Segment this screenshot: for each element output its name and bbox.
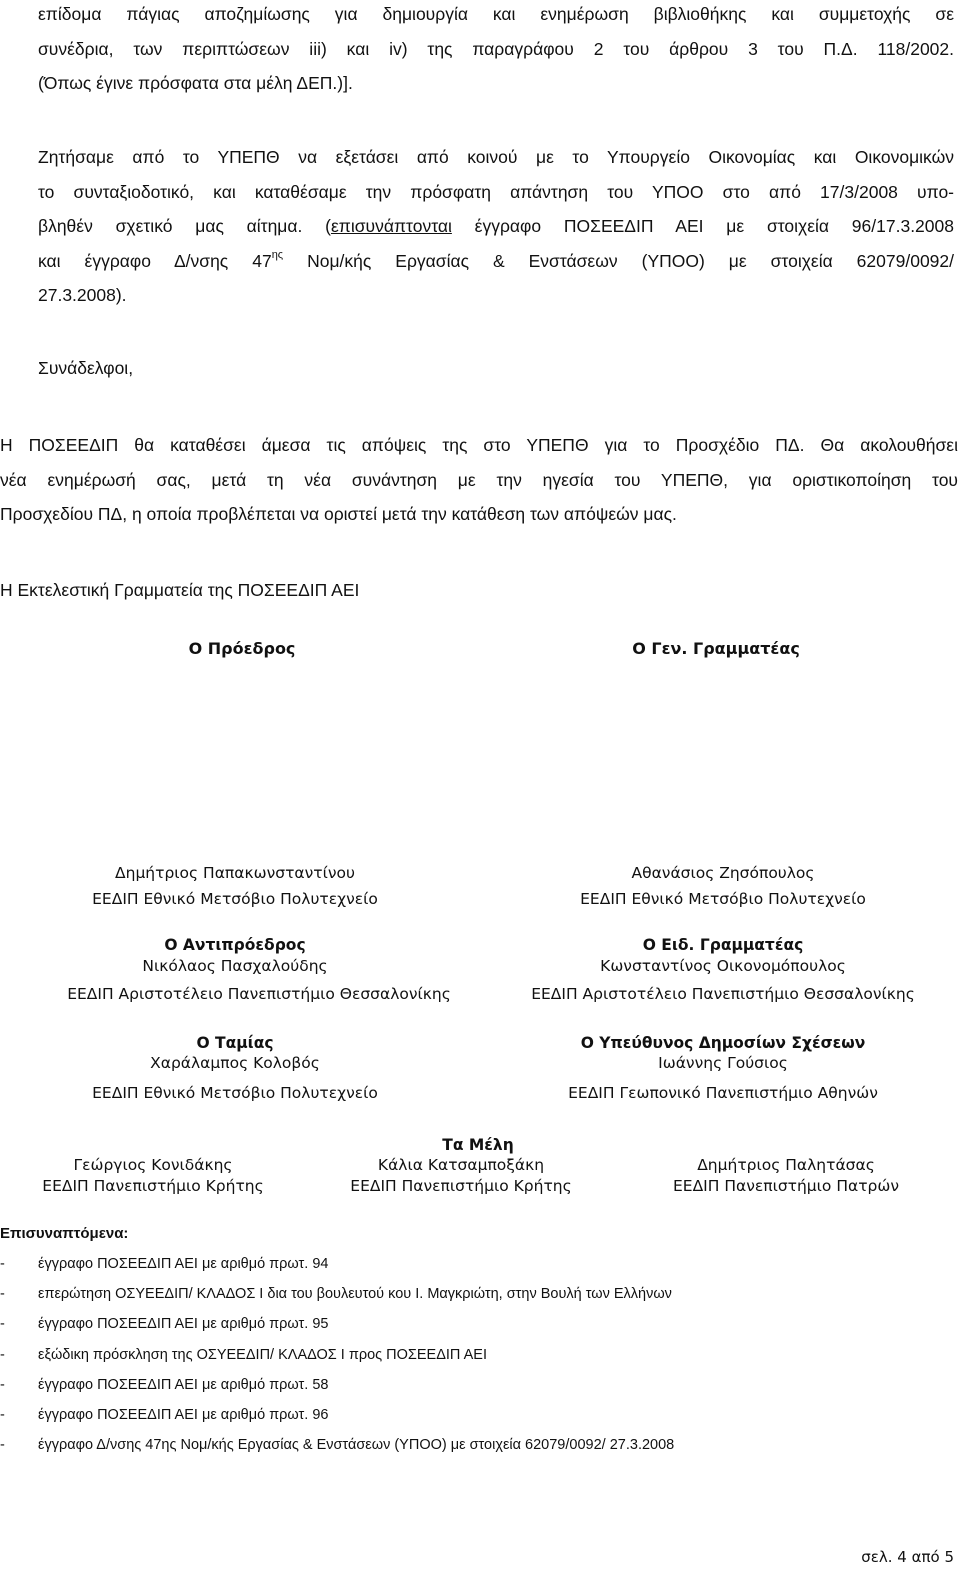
gen-secretary-name: Αθανάσιος Ζησόπουλος <box>631 864 815 882</box>
member-name: Γεώργιος Κονιδάκης <box>73 1156 233 1174</box>
page-number: σελ. 4 από 5 <box>861 1548 954 1566</box>
gen-secretary-org: ΕΕΔΙΠ Εθνικό Μετσόβιο Πολυτεχνείο <box>580 890 866 908</box>
bullet-dash: - <box>0 1377 5 1393</box>
attachments-heading: Επισυναπτόμενα: <box>0 1225 129 1242</box>
treasurer-org: ΕΕΔΙΠ Εθνικό Μετσόβιο Πολυτεχνείο <box>92 1084 378 1102</box>
gen-secretary-role: Ο Γεν. Γραμματέας <box>632 639 800 658</box>
request-text: και έγγραφο Δ/νσης 47 <box>38 250 272 271</box>
closing-line: Προσχεδίου ΠΔ, η οποία προβλέπεται να οριστεί μετά την κατάθεση των απόψεών μας. <box>0 504 677 524</box>
president-role: Ο Πρόεδρος <box>188 639 296 658</box>
attachment-item <box>0 1347 487 1363</box>
special-secretary-org: ΕΕΔΙΠ Αριστοτέλειο Πανεπιστήμιο Θεσσαλονίκης <box>531 985 915 1003</box>
attachment-text: έγγραφο Δ/νσης 47ης Νομ/κής Εργασίας & Ενστάσεων (ΥΠΟΟ) με στοιχεία 62079/0092/ 27.3.2008 <box>38 1437 675 1453</box>
bullet-dash: - <box>0 1316 5 1332</box>
attachment-item <box>0 1316 328 1332</box>
attachment-item <box>0 1377 328 1393</box>
president-name: Δημήτριος Παπακωνσταντίνου <box>115 864 355 882</box>
request-line: 27.3.2008). <box>38 285 127 305</box>
bullet-dash: - <box>0 1286 5 1302</box>
closing-line: Η ΠΟΣΕΕΔΙΠ θα καταθέσει άμεσα τις απόψεις της στο ΥΠΕΠΘ για το Προσχέδιο ΠΔ. Θα ακολουθήσει <box>0 435 958 455</box>
signoff: Η Εκτελεστική Γραμματεία της ΠΟΣΕΕΔΙΠ ΑΕΙ <box>0 580 360 600</box>
attachment-item <box>0 1286 672 1302</box>
member-name: Κάλια Κατσαμποξάκη <box>377 1156 545 1174</box>
attachment-text: έγγραφο ΠΟΣΕΕΔΙΠ ΑΕΙ με αριθμό πρωτ. 94 <box>38 1256 329 1272</box>
intro-line: επίδομα πάγιας αποζημίωσης για δημιουργία και ενημέρωση βιβλιοθήκης και συμμετοχής σε <box>38 4 954 24</box>
greeting: Συνάδελφοι, <box>38 358 134 378</box>
member-org: ΕΕΔΙΠ Πανεπιστήμιο Κρήτης <box>350 1177 572 1195</box>
intro-paragraph <box>38 0 954 101</box>
request-line <box>38 244 954 279</box>
attachment-item <box>0 1437 674 1453</box>
attachment-text: επερώτηση ΟΣΥΕΕΔΙΠ/ ΚΛΑΔΟΣ Ι δια του βουλευτού κου Ι. Μαγκριώτη, στην Βουλή των Ελλήνων <box>38 1286 672 1302</box>
vice-president-name: Νικόλαος Πασχαλούδης <box>142 957 328 975</box>
bullet-dash: - <box>0 1407 5 1423</box>
treasurer-role: Ο Ταμίας <box>196 1034 274 1052</box>
vice-president-role: Ο Αντιπρόεδρος <box>164 936 306 954</box>
request-line <box>38 209 954 244</box>
request-text: Νομ/κής Εργασίας & Ενστάσεων (ΥΠΟΟ) με στοιχεία 62079/0092/ <box>283 250 955 271</box>
attachment-item <box>0 1256 328 1272</box>
president-org: ΕΕΔΙΠ Εθνικό Μετσόβιο Πολυτεχνείο <box>92 890 378 908</box>
request-line: Ζητήσαμε από το ΥΠΕΠΘ να εξετάσει από κοινού με το Υπουργείο Οικονομίας και Οικονομικών <box>38 147 954 167</box>
special-secretary-role: Ο Ειδ. Γραμματέας <box>642 936 804 954</box>
request-paragraph <box>38 140 954 313</box>
intro-line: (Όπως έγινε πρόσφατα στα μέλη ΔΕΠ.)]. <box>38 73 353 93</box>
attached-underlined-word: επισυνάπτονται <box>330 216 452 236</box>
request-text: βληθέν σχετικό μας αίτημα. ( <box>38 216 331 236</box>
pr-officer-org: ΕΕΔΙΠ Γεωπονικό Πανεπιστήμιο Αθηνών <box>568 1084 878 1102</box>
treasurer-name: Χαράλαμπος Κολοβός <box>150 1054 320 1072</box>
closing-line: νέα ενημέρωσή σας, μετά τη νέα συνάντηση με την ηγεσία του ΥΠΕΠΘ, για οριστικοποίηση του <box>0 469 958 490</box>
bullet-dash: - <box>0 1347 5 1363</box>
member-org: ΕΕΔΙΠ Πανεπιστήμιο Πατρών <box>672 1177 900 1195</box>
bullet-dash: - <box>0 1437 5 1453</box>
special-secretary-name: Κωνσταντίνος Οικονομόπουλος <box>600 957 846 975</box>
request-text: έγγραφο ΠΟΣΕΕΔΙΠ ΑΕΙ με στοιχεία 96/17.3.2008 <box>451 216 954 236</box>
attachment-text: έγγραφο ΠΟΣΕΕΔΙΠ ΑΕΙ με αριθμό πρωτ. 95 <box>38 1316 329 1332</box>
pr-officer-role: Ο Υπεύθυνος Δημοσίων Σχέσεων <box>580 1034 866 1052</box>
attachment-text: έγγραφο ΠΟΣΕΕΔΙΠ ΑΕΙ με αριθμό πρωτ. 58 <box>38 1377 329 1393</box>
members-title: Τα Μέλη <box>442 1136 514 1154</box>
request-line: το συνταξιοδοτικό, και καταθέσαμε την πρόσφατη απάντηση του ΥΠΟΟ στο από 17/3/2008 υπο- <box>38 181 954 202</box>
member-name: Δημήτριος Παλητάσας <box>697 1156 875 1174</box>
vice-president-org: ΕΕΔΙΠ Αριστοτέλειο Πανεπιστήμιο Θεσσαλονίκης <box>67 985 451 1003</box>
pr-officer-name: Ιωάννης Γούσιος <box>658 1054 788 1072</box>
intro-line: συνέδρια, των περιπτώσεων iii) και iv) της παραγράφου 2 του άρθρου 3 του Π.Δ. 118/2002. <box>38 38 954 59</box>
bullet-dash: - <box>0 1256 5 1272</box>
closing-paragraph <box>0 428 960 532</box>
attachment-item <box>0 1407 328 1423</box>
attachment-text: εξώδικη πρόσκληση της ΟΣΥΕΕΔΙΠ/ ΚΛΑΔΟΣ Ι προς ΠΟΣΕΕΔΙΠ ΑΕΙ <box>38 1347 488 1363</box>
member-org: ΕΕΔΙΠ Πανεπιστήμιο Κρήτης <box>42 1177 264 1195</box>
attachment-text: έγγραφο ΠΟΣΕΕΔΙΠ ΑΕΙ με αριθμό πρωτ. 96 <box>38 1407 329 1423</box>
ordinal-suffix: ης <box>271 248 284 261</box>
